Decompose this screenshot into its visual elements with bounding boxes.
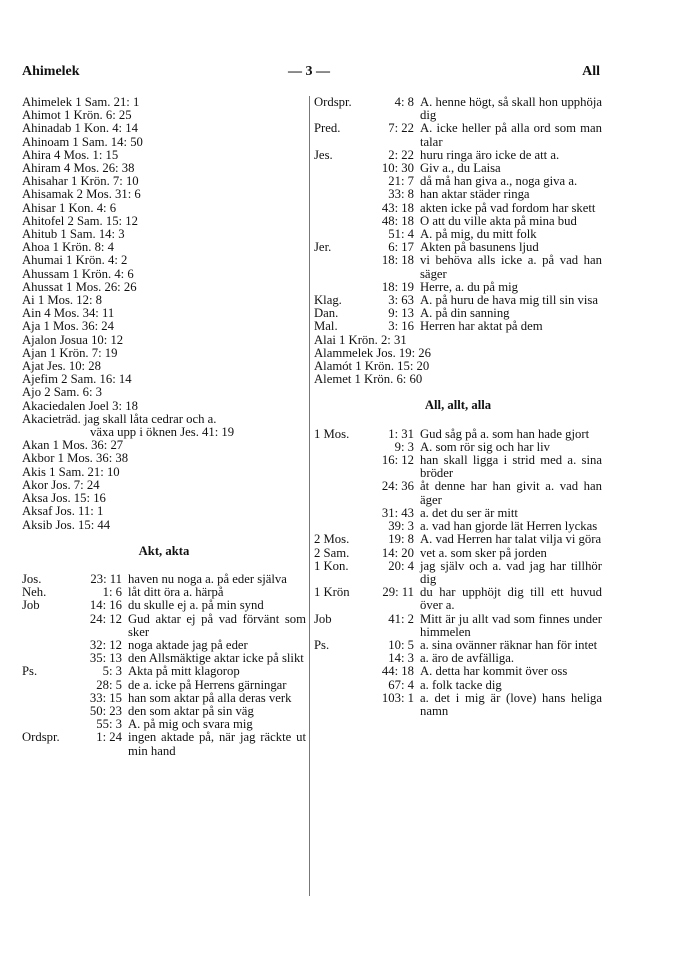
index-entry: Ajo 2 Sam. 6: 3 [22, 385, 103, 400]
index-entry-akacietrad [22, 413, 306, 439]
book-abbrev [314, 188, 364, 201]
book-abbrev [314, 454, 364, 480]
index-entry: Akis 1 Sam. 21: 10 [22, 464, 120, 479]
verse-ref: 10: 5 [388, 637, 414, 652]
book-abbrev [314, 202, 364, 215]
concordance-akt [22, 573, 306, 758]
verse-text: A. vad Herren har talat vilja vi göra [420, 532, 602, 547]
verse-ref: 44: 18 [381, 664, 414, 679]
book-abbrev: Ordspr. [314, 95, 352, 109]
index-entry: Ahumai 1 Krön. 4: 2 [22, 253, 128, 268]
book-abbrev: Pred. [314, 121, 341, 136]
verse-text: A. på mig, du mitt folk [420, 227, 537, 242]
index-entry: Ajefim 2 Sam. 16: 14 [22, 372, 132, 387]
concordance-row [22, 665, 306, 678]
verse-text: han aktar städer ringa [420, 187, 530, 202]
index-entry: Ai 1 Mos. 12: 8 [22, 293, 103, 308]
verse-ref: 19: 8 [388, 532, 414, 547]
verse-text: låt ditt öra a. härpå [128, 585, 224, 600]
concordance-row [22, 692, 306, 705]
index-entry: Alai 1 Krön. 2: 31 [314, 332, 407, 347]
verse-ref: 21: 7 [388, 174, 414, 189]
verse-text: de a. icke på Herrens gärningar [128, 677, 287, 692]
verse-text: A. henne högt, så skall hon upphöja dig [420, 95, 602, 123]
book-abbrev [314, 507, 364, 520]
index-entry: Ahisar 1 Kon. 4: 6 [22, 200, 117, 215]
column-divider [309, 96, 310, 896]
verse-text: ingen aktade på, när jag räckte ut min hand [128, 730, 306, 758]
index-entry: Aja 1 Mos. 36: 24 [22, 319, 114, 334]
index-entry: Ajan 1 Krön. 7: 19 [22, 345, 118, 360]
book-abbrev [314, 679, 364, 692]
running-head-right: All [582, 64, 600, 79]
verse-ref: 67: 4 [388, 677, 414, 692]
verse-ref: 24: 36 [381, 479, 414, 494]
concordance-row [22, 731, 306, 757]
verse-text: vi behöva alls icke a. på vad han säger [420, 253, 602, 281]
verse-ref: 24: 12 [89, 611, 122, 626]
verse-text: jag själv och a. vad jag har tillhör dig [420, 558, 602, 586]
verse-ref: 29: 11 [382, 585, 414, 600]
book-abbrev: Ps. [22, 664, 38, 679]
verse-text: Akten på basunens ljud [420, 240, 539, 255]
concordance-row [22, 613, 306, 639]
book-abbrev [314, 254, 364, 280]
verse-ref: 5: 3 [102, 664, 122, 679]
concordance-all [314, 428, 602, 718]
verse-text: han skall ligga i strid med a. sina bröder [420, 453, 602, 481]
index-entry: Ain 4 Mos. 34: 11 [22, 306, 115, 321]
index-entry: Ahisamak 2 Mos. 31: 6 [22, 187, 141, 202]
verse-ref: 14: 3 [388, 651, 414, 666]
verse-ref: 10: 30 [381, 161, 414, 176]
concordance-row [314, 320, 602, 333]
verse-ref: 3: 16 [388, 319, 414, 334]
verse-ref: 6: 17 [388, 240, 414, 255]
verse-text: A. icke heller på alla ord som man talar [420, 121, 602, 149]
verse-text: a. folk tacke dig [420, 677, 502, 692]
verse-text: Gud såg på a. som han hade gjort [420, 426, 590, 441]
index-entry: Ahinadab 1 Kon. 4: 14 [22, 121, 138, 136]
verse-text: A. på huru de hava mig till sin visa [420, 293, 598, 308]
verse-text: den som aktar på sin väg [128, 703, 254, 718]
index-entry: Ahira 4 Mos. 1: 15 [22, 147, 119, 162]
verse-ref: 50: 23 [89, 703, 122, 718]
book-abbrev [314, 162, 364, 175]
verse-text: du har upphöjt dig till ett huvud över a. [420, 585, 602, 613]
verse-text: A. på din sanning [420, 306, 510, 321]
page-number: — 3 — [288, 64, 330, 79]
index-entry: Ahimelek 1 Sam. 21: 1 [22, 95, 140, 109]
verse-ref: 1: 6 [102, 585, 122, 600]
book-abbrev [314, 480, 364, 506]
verse-ref: 14: 16 [89, 598, 122, 613]
concordance-row [314, 665, 602, 678]
book-abbrev: 1 Krön [314, 585, 350, 600]
index-entry: Aksa Jos. 15: 16 [22, 491, 106, 506]
verse-text: A. detta har kommit över oss [420, 664, 568, 679]
book-abbrev: Klag. [314, 293, 342, 308]
index-entries-3 [314, 334, 602, 387]
verse-ref: 51: 4 [388, 227, 414, 242]
book-abbrev [314, 175, 364, 188]
verse-text: A. som rör sig och har liv [420, 439, 551, 454]
verse-text: åt denne har han givit a. vad han äger [420, 479, 602, 507]
concordance-row [314, 692, 602, 718]
entry-continuation: växa upp i öknen Jes. 41: 19 [90, 425, 235, 440]
verse-ref: 16: 12 [381, 453, 414, 468]
book-abbrev: 2 Sam. [314, 545, 350, 560]
index-entry: Ahinoam 1 Sam. 14: 50 [22, 134, 143, 149]
verse-ref: 23: 11 [90, 571, 122, 586]
verse-ref: 2: 22 [388, 147, 414, 162]
concordance-row [314, 202, 602, 215]
index-entry: Alammelek Jos. 19: 26 [314, 345, 431, 360]
index-entry: Aksaf Jos. 11: 1 [22, 504, 104, 519]
index-entries-1 [22, 96, 306, 413]
verse-text: Giv a., du Laisa [420, 161, 501, 176]
verse-text: huru ringa äro icke de att a. [420, 147, 560, 162]
book-abbrev: Jes. [314, 147, 333, 162]
index-entry: Aksib Jos. 15: 44 [22, 517, 111, 532]
verse-text: Akta på mitt klagorop [128, 664, 240, 679]
verse-text: vet a. som sker på jorden [420, 545, 547, 560]
index-entry: Ahimot 1 Krön. 6: 25 [22, 108, 132, 123]
verse-ref: 14: 20 [381, 545, 414, 560]
verse-ref: 1: 24 [96, 730, 122, 745]
verse-ref: 9: 3 [394, 439, 414, 454]
verse-ref: 48: 18 [381, 213, 414, 228]
verse-ref: 9: 13 [388, 306, 414, 321]
book-abbrev [314, 652, 364, 665]
index-entry: Akan 1 Mos. 36: 27 [22, 438, 124, 453]
concordance-row [22, 599, 306, 612]
concordance-row [314, 254, 602, 280]
book-abbrev: Mal. [314, 319, 338, 334]
concordance-row [314, 96, 602, 122]
left-column [22, 96, 306, 758]
concordance-row [314, 679, 602, 692]
concordance-row [314, 122, 602, 148]
book-abbrev: Jer. [314, 240, 332, 255]
book-abbrev: Dan. [314, 306, 339, 321]
book-abbrev: 2 Mos. [314, 532, 350, 547]
verse-text: då må han giva a., noga giva a. [420, 174, 578, 189]
index-entry: Ahisahar 1 Krön. 7: 10 [22, 174, 139, 189]
verse-ref: 39: 3 [388, 519, 414, 534]
verse-text: akten icke på vad fordom har skett [420, 200, 596, 215]
book-abbrev: Ps. [314, 637, 330, 652]
concordance-row [314, 560, 602, 586]
verse-ref: 4: 8 [394, 95, 414, 109]
verse-text: a. vad han gjorde lät Herren lyckas [420, 519, 598, 534]
verse-ref: 43: 18 [381, 200, 414, 215]
index-entry: Ahiram 4 Mos. 26: 38 [22, 161, 135, 176]
book-abbrev: Job [314, 611, 332, 626]
verse-text: noga aktade jag på eder [128, 637, 248, 652]
index-entry: Alemet 1 Krön. 6: 60 [314, 372, 423, 387]
verse-text: Gud aktar ej på vad förvänt som sker [128, 611, 306, 639]
verse-ref: 7: 22 [388, 121, 414, 136]
book-abbrev: Job [22, 598, 40, 613]
verse-ref: 18: 18 [381, 253, 414, 268]
verse-text: Mitt är ju allt vad som finnes under himmelen [420, 611, 602, 639]
entry-head: Akacieträd. jag skall låta cedrar och a. [22, 411, 217, 426]
verse-text: Herren har aktat på dem [420, 319, 543, 334]
verse-text: han som aktar på alla deras verk [128, 690, 292, 705]
verse-ref: 32: 12 [89, 637, 122, 652]
index-entry: Ahussam 1 Krön. 4: 6 [22, 266, 134, 281]
index-entry: Ajalon Josua 10: 12 [22, 332, 124, 347]
index-entry: Akor Jos. 7: 24 [22, 477, 100, 492]
verse-text: Herre, a. du på mig [420, 279, 518, 294]
right-column [314, 96, 602, 718]
verse-text: a. det du ser är mitt [420, 505, 518, 520]
index-entry: Akbor 1 Mos. 36: 38 [22, 451, 129, 466]
verse-text: A. på mig och svara mig [128, 717, 253, 732]
book-abbrev: Neh. [22, 585, 47, 600]
verse-ref: 20: 4 [388, 558, 414, 573]
book-abbrev [314, 215, 364, 228]
verse-ref: 18: 19 [381, 279, 414, 294]
book-abbrev [314, 665, 364, 678]
index-entry: Ahussat 1 Mos. 26: 26 [22, 279, 137, 294]
verse-ref: 3: 63 [388, 293, 414, 308]
verse-ref: 28: 5 [96, 677, 122, 692]
concordance-row [314, 586, 602, 612]
concordance-row [314, 480, 602, 506]
book-abbrev: 1 Mos. [314, 426, 350, 441]
verse-text: den Allsmäktige aktar icke på slikt [128, 651, 304, 666]
index-entry: Ahoa 1 Krön. 8: 4 [22, 240, 114, 255]
concordance-row [314, 547, 602, 560]
index-entries-2 [22, 439, 306, 531]
verse-ref: 33: 15 [89, 690, 122, 705]
verse-ref: 35: 13 [89, 651, 122, 666]
index-entry: Akaciedalen Joel 3: 18 [22, 398, 138, 413]
section-heading-all: All, allt, alla [424, 398, 492, 413]
verse-ref: 103: 1 [381, 690, 414, 705]
book-abbrev [22, 692, 72, 705]
verse-ref: 55: 3 [96, 717, 122, 732]
book-abbrev [314, 692, 364, 718]
verse-ref: 41: 2 [388, 611, 414, 626]
concordance-row [314, 454, 602, 480]
book-abbrev [22, 679, 72, 692]
book-abbrev: Ordspr. [22, 730, 60, 745]
book-abbrev [314, 441, 364, 454]
section-heading-akt: Akt, akta [138, 543, 190, 558]
verse-ref: 33: 8 [388, 187, 414, 202]
verse-text: a. det i mig är (love) hans heliga namn [420, 690, 602, 718]
verse-text: haven nu noga a. på eder själva [128, 571, 287, 586]
index-entry: Ahitofel 2 Sam. 15: 12 [22, 213, 138, 228]
verse-text: a. äro de avfälliga. [420, 651, 515, 666]
index-entry: Ajat Jes. 10: 28 [22, 359, 101, 374]
index-entry: Ahitub 1 Sam. 14: 3 [22, 227, 125, 242]
verse-ref: 31: 43 [381, 505, 414, 520]
verse-ref: 1: 31 [388, 426, 414, 441]
verse-text: a. sina ovänner räknar han för intet [420, 637, 598, 652]
concordance-row [22, 679, 306, 692]
book-abbrev [22, 639, 72, 652]
concordance-row [314, 613, 602, 639]
book-abbrev [22, 705, 72, 718]
running-head-left: Ahimelek [22, 64, 80, 79]
verse-text: du skulle ej a. på min synd [128, 598, 264, 613]
verse-text: O att du ville akta på mina bud [420, 213, 577, 228]
book-abbrev: 1 Kon. [314, 558, 349, 573]
concordance-row [314, 188, 602, 201]
index-entry: Alamót 1 Krön. 15: 20 [314, 359, 430, 374]
concordance-row [314, 428, 602, 441]
concordance-row [314, 533, 602, 546]
concordance-akt-continued [314, 96, 602, 334]
book-abbrev: Jos. [22, 571, 42, 586]
book-abbrev [22, 613, 72, 639]
